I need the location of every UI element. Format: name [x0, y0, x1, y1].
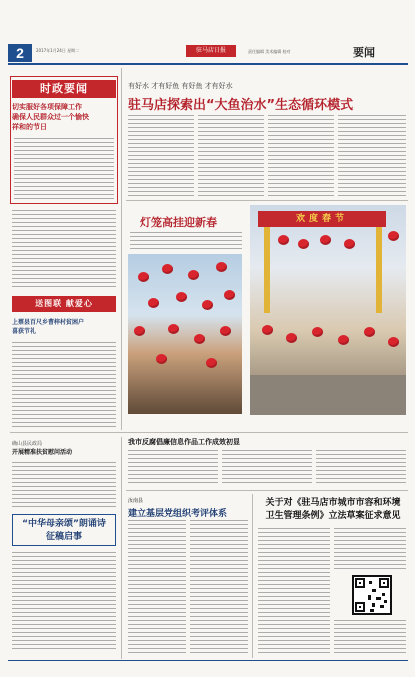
section-divider: [10, 432, 408, 433]
page-header: [8, 44, 408, 62]
lantern: [388, 337, 399, 347]
article-body-text: [268, 115, 334, 197]
lantern: [176, 292, 187, 302]
article-body-text: [316, 450, 406, 486]
lantern: [206, 358, 217, 368]
lantern: [220, 326, 231, 336]
qr-finder: [355, 578, 365, 588]
article-body-text: [334, 528, 406, 572]
lantern: [216, 262, 227, 272]
lantern: [338, 335, 349, 345]
article-body-text: [12, 342, 116, 428]
small-headline: 开展精准扶贫慰问活动: [12, 449, 73, 456]
lantern: [202, 300, 213, 310]
qr-module: [370, 609, 374, 612]
politics-badge: 时政要闻: [12, 80, 116, 98]
festival-banner: 欢度春节: [258, 211, 386, 227]
charity-badge: 送图联 献爱心: [12, 296, 116, 312]
masthead: 驻马店日报: [186, 45, 236, 57]
footer-rule: [8, 660, 408, 661]
editor-meta: 责任编辑 美术编辑 校对: [248, 49, 291, 54]
politics-headline-line: 确保人民群众过一个愉快: [12, 113, 89, 121]
article-body-text: [338, 115, 406, 197]
politics-headline-line: 祥和的节日: [12, 123, 47, 131]
lantern: [298, 239, 309, 249]
lantern: [364, 327, 375, 337]
lantern: [162, 264, 173, 274]
lantern-photo: [128, 254, 242, 414]
gate-post: [376, 227, 382, 313]
poetry-call-badge: [12, 514, 116, 546]
lantern: [138, 272, 149, 282]
gate-post: [264, 227, 270, 313]
qr-finder: [379, 578, 389, 588]
header-rule: [8, 63, 408, 65]
charity-headline-line: 上蔡县百尺乡曹梓村贫困户: [12, 319, 85, 326]
article-body-text: [222, 450, 312, 486]
article-body-text: [12, 552, 116, 652]
article-body-text: [12, 210, 116, 290]
notice-title-line: 关于对《驻马店市城市市容和环境: [265, 498, 401, 508]
poetry-call-line: 征稿启事: [45, 532, 82, 542]
page-number: 2: [8, 44, 32, 62]
article-body-text: [128, 520, 186, 656]
lantern: [194, 334, 205, 344]
lantern: [320, 235, 331, 245]
main-headline: 驻马店探索出“大鱼治水”生态循环模式: [128, 98, 354, 113]
qr-module: [372, 603, 375, 607]
photo-caption-text: [130, 232, 242, 250]
column-divider: [252, 494, 253, 658]
section-title: 要闻: [353, 46, 375, 59]
page-date: 2017年1月24日 星期二: [36, 48, 80, 53]
article-body-text: [128, 450, 218, 486]
qr-module: [369, 581, 372, 584]
lantern: [134, 326, 145, 336]
small-kicker: 确山县民政局: [12, 441, 43, 447]
qr-code[interactable]: [352, 575, 392, 615]
notice-title: [258, 497, 408, 523]
lantern: [388, 231, 399, 241]
lantern: [262, 325, 273, 335]
qr-module: [372, 589, 376, 592]
article-body-text: [198, 115, 264, 197]
politics-headline-line: 切实服好各项保障工作: [12, 103, 82, 111]
section-divider: [126, 490, 408, 491]
qr-caption-text: [334, 620, 406, 654]
photo-story-title: 灯笼高挂迎新春: [140, 216, 217, 229]
column-divider: [121, 68, 122, 430]
street-photo: [250, 205, 406, 415]
lantern: [168, 324, 179, 334]
lantern: [312, 327, 323, 337]
lantern: [224, 290, 235, 300]
article-body-text: [14, 138, 114, 200]
article-body-text: [128, 115, 194, 197]
street: [250, 375, 406, 415]
qr-module: [384, 600, 387, 603]
lantern: [344, 239, 355, 249]
main-kicker: 有好水 才有好鱼 有好鱼 才有好水: [128, 82, 233, 90]
column-divider: [121, 437, 122, 659]
qr-module: [376, 597, 381, 600]
qr-module: [382, 593, 385, 596]
lantern: [156, 354, 167, 364]
lower-headline: 我市反腐倡廉信息作品工作成效初显: [128, 438, 240, 446]
notice-title-line: 卫生管理条例》立法草案征求意见: [265, 511, 401, 521]
lantern: [286, 333, 297, 343]
lantern: [188, 270, 199, 280]
qr-module: [380, 605, 384, 608]
lower-headline-2: 建立基层党组织考评体系: [128, 509, 228, 519]
qr-module: [368, 595, 371, 600]
charity-headline-line: 喜获节礼: [12, 328, 37, 335]
lantern: [278, 235, 289, 245]
lantern: [148, 298, 159, 308]
article-body-text: [12, 462, 116, 508]
article-body-text: [190, 520, 248, 656]
lower-kicker: 汝南县: [128, 498, 144, 504]
article-body-text: [258, 528, 330, 654]
poetry-call-line: “中华母亲颂”朗诵诗: [22, 519, 106, 529]
qr-finder: [355, 602, 365, 612]
section-divider: [126, 200, 408, 201]
